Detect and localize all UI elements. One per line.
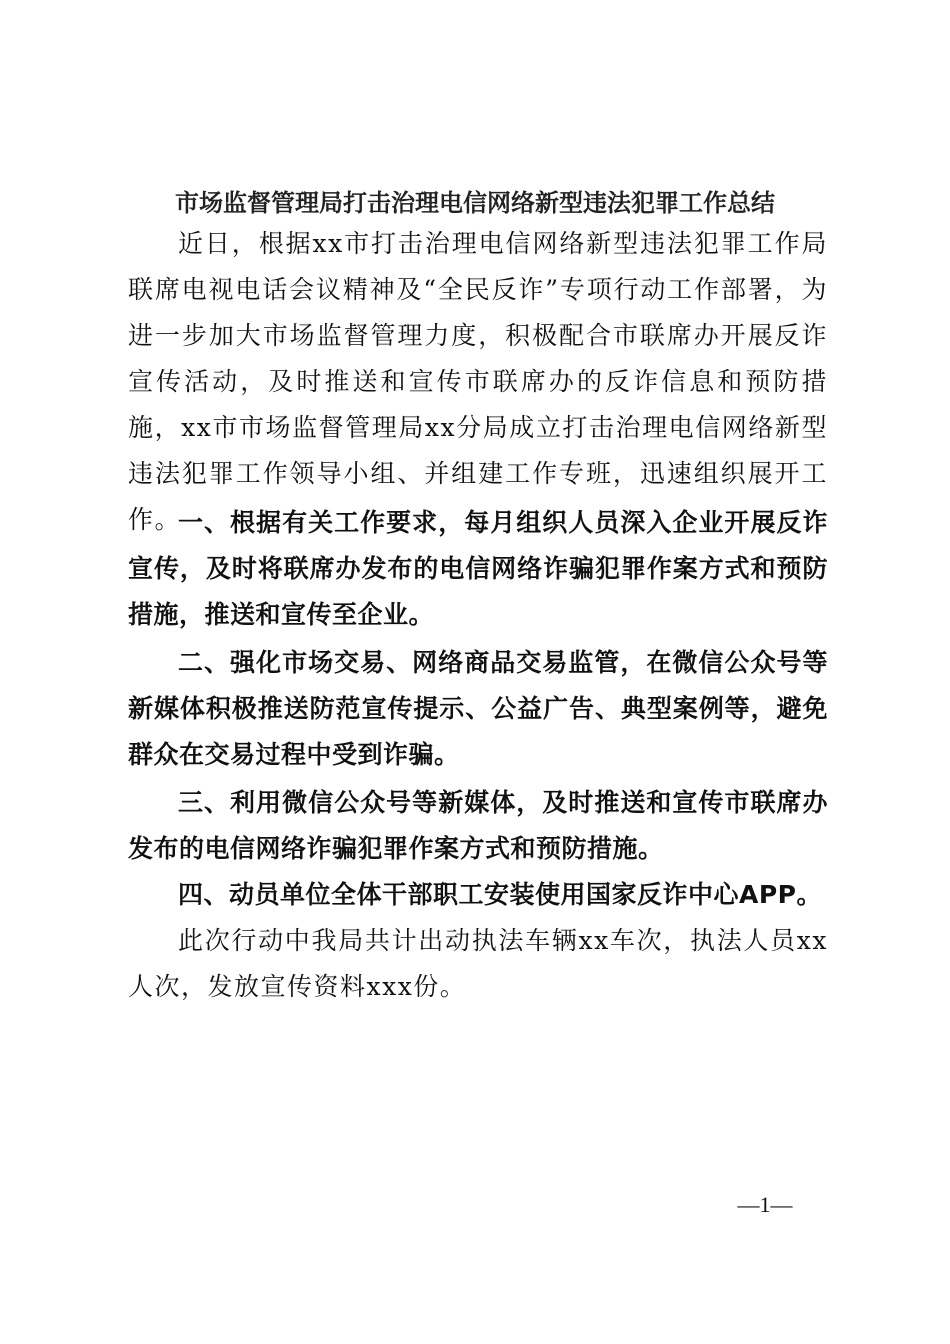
document-title: 市场监督管理局打击治理电信网络新型违法犯罪工作总结 (175, 188, 775, 217)
intro-paragraph: 近日，根据xx市打击治理电信网络新型违法犯罪工作局联席电视电话会议精神及“全民反诈”专项行动工作部署，为进一步加大市场监督管理力度，积极配合市联席办开展反诈宣传活动，及时推送和宣传市联席办的反诈信息和预防措施，xx市市场监督管理局xx分局成立打击治理电信网络新型违法犯罪工作领导小组、并组建工作专班，迅速组织展开工作。 (128, 229, 828, 534)
page-number: —1— (737, 1192, 793, 1217)
item-two-paragraph: 二、强化市场交易、网络商品交易监管，在微信公众号等新媒体积极推送防范宣传提示、公益广告、典型案例等，避免群众在交易过程中受到诈骗。 (128, 648, 828, 769)
item-three-paragraph: 三、利用微信公众号等新媒体，及时推送和宣传市联席办发布的电信网络诈骗犯罪作案方式和预防措施。 (128, 788, 828, 863)
item-one-paragraph: 一、根据有关工作要求，每月组织人员深入企业开展反诈宣传，及时将联席办发布的电信网络诈骗犯罪作案方式和预防措施，推送和宣传至企业。 (128, 508, 828, 629)
summary-paragraph: 此次行动中我局共计出动执法车辆xx车次，执法人员xx人次，发放宣传资料xxx份。 (128, 926, 828, 1001)
item-four-paragraph: 四、动员单位全体干部职工安装使用国家反诈中心APP。 (178, 880, 822, 909)
